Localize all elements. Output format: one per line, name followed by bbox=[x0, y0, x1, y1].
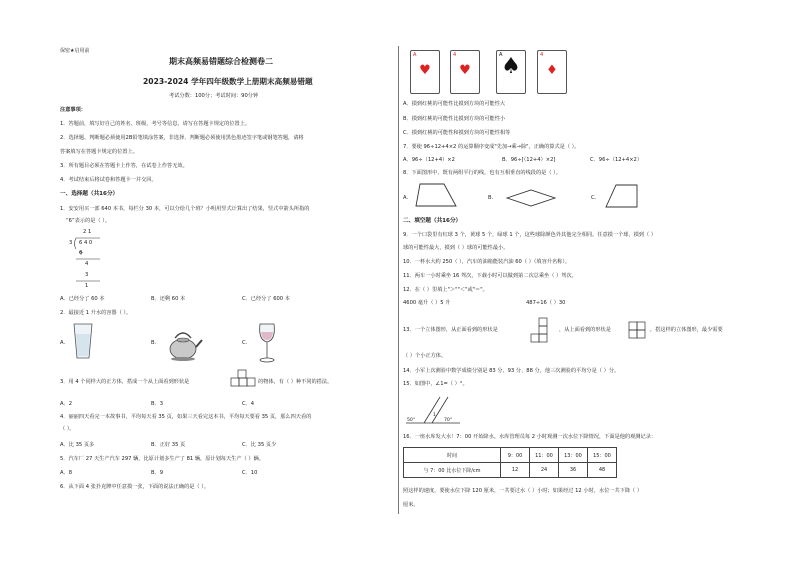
q2-label-a: A. bbox=[60, 340, 66, 346]
q10: 10．一杯水大约 250（ ），汽车的油箱能装汽油 60（ ）（填容升名称）。 bbox=[403, 259, 571, 265]
division-step1: 6 bbox=[79, 250, 83, 256]
q1-line1: 1．安安用买一部 640 本书，每栏分 30 本，可以分给几个班？小明用竖式计算出了结果，竖式中箭头所指的 bbox=[60, 206, 310, 212]
q16-tail-2: 厘米。 bbox=[403, 502, 419, 508]
water-level-table bbox=[403, 447, 617, 478]
table-cell: 24 bbox=[530, 463, 559, 478]
q5-stem: 5．汽车厂 27 天生产汽车 297 辆，比原计划多生产了 81 辆，原计划每天生产（ ）辆。 bbox=[60, 456, 264, 462]
q4-option-a: A．比 35 页多 bbox=[60, 442, 95, 448]
table-header-cell: 13：00 bbox=[559, 448, 588, 463]
playing-card bbox=[537, 50, 567, 94]
q16-stem: 16．一座水库发大水！7：00 开始降水。水库管理员每 2 小时观测一次水位下降情况，下面是他的观测记录： bbox=[403, 434, 657, 440]
angle-label-mark: 1 bbox=[433, 413, 436, 418]
q3-stem-b: 的物体，有（ ）种不同的搭法。 bbox=[258, 379, 333, 385]
card-value: A bbox=[413, 52, 417, 58]
division-lines bbox=[64, 234, 124, 294]
division-remainder1: 4 bbox=[85, 261, 89, 267]
q4-option-c: C．比 35 页少 bbox=[242, 442, 277, 448]
q1-option-a: A．已经分了 60 本 bbox=[60, 296, 105, 302]
note-item: 1．答题前，填写好自己的姓名、班级、考号等信息，请写在答题卡规定的位置上。 bbox=[60, 121, 251, 127]
angle-label-right: 70° bbox=[444, 418, 453, 423]
q8-label-b: B. bbox=[488, 195, 494, 201]
playing-card bbox=[496, 50, 526, 94]
card-value: A bbox=[499, 52, 503, 58]
division-divisor: 3 bbox=[69, 240, 73, 246]
q7-stem: 7．要使 96÷12+4×2 的运算顺序变成"先加→乘→除"，正确的算式是（ ）。 bbox=[403, 144, 580, 150]
q7-option-c: C．96÷（12+4×2） bbox=[590, 157, 643, 163]
notes-heading: 注意事项： bbox=[60, 107, 86, 113]
q8-label-a: A. bbox=[403, 195, 409, 201]
q13-part-d: （ ）个小正方体。 bbox=[403, 353, 447, 359]
q5-option-c: C．10 bbox=[242, 470, 258, 476]
rhombus-shape bbox=[505, 188, 557, 208]
table-header-cell: 时间 bbox=[404, 448, 501, 463]
page-title: 期末高频易错题综合检测卷二 bbox=[169, 57, 273, 66]
q12-item: 487÷16（ ）30 bbox=[526, 300, 566, 306]
diamond-icon: ♦ bbox=[546, 63, 558, 78]
q11: 11．两车一小时乘坐 16 驾次，下载小时可以做到第二次总乘坐（ ）驾次。 bbox=[403, 273, 577, 279]
q13-part-b: ，从上面看到的形状是 bbox=[559, 327, 611, 333]
division-quotient: 2 1 bbox=[83, 229, 92, 235]
q1-option-b: B．还剩 60 本 bbox=[151, 296, 186, 302]
playing-card bbox=[410, 50, 440, 94]
q2-stem: 2．最接近 1 升水的容器（ ）。 bbox=[60, 310, 132, 316]
q2-label-c: C. bbox=[242, 340, 248, 346]
q1-option-c: C．已经分了 600 本 bbox=[242, 296, 290, 302]
q5-option-b: B．9 bbox=[151, 470, 164, 476]
q4-line2: （ ）。 bbox=[60, 426, 75, 432]
q2-label-b: B. bbox=[151, 340, 157, 346]
q3-option-a: A．2 bbox=[60, 401, 73, 407]
right-trapezoid-shape bbox=[604, 183, 640, 209]
card-value: 4 bbox=[453, 52, 457, 58]
q7-option-a: A．96÷（12+4）×2 bbox=[403, 157, 455, 163]
note-item: 答案填写在答题卡规定的位置上。 bbox=[60, 149, 138, 155]
q8-label-c: C. bbox=[591, 195, 597, 201]
section2-heading: 二、填空题（共16分） bbox=[403, 218, 462, 224]
q6-option-b: B．摸到红桃的可能性比摸到方块的可能性小 bbox=[403, 116, 506, 122]
exam-info: 考试分数：100分；考试时间：90分钟 bbox=[169, 93, 259, 99]
card-value: 4 bbox=[540, 52, 544, 58]
section1-heading: 一、选择题（共16分） bbox=[60, 191, 119, 197]
q13-part-c: ，搭这样的立体图形，最少需要 bbox=[650, 327, 723, 333]
q3-stem-a: 3．用 4 个同样大的正方体，搭成一个从上面看到形状是 bbox=[60, 379, 190, 385]
heart-icon: ♥ bbox=[459, 63, 471, 78]
q12-item: 4600 毫升（ ）5 升 bbox=[403, 300, 451, 306]
table-row bbox=[404, 448, 617, 463]
table-header-cell: 11：00 bbox=[530, 448, 559, 463]
q9-line2: 球的可能性最大，摸到（ ）球的可能性最小。 bbox=[403, 245, 509, 251]
q4-option-b: B．正好 35 页 bbox=[151, 442, 186, 448]
q3-option-c: C．4 bbox=[242, 401, 255, 407]
table-row bbox=[404, 463, 617, 478]
q15: 15．如图中，∠1=（ ）°。 bbox=[403, 381, 468, 387]
kettle-image bbox=[163, 328, 203, 362]
note-item: 2．选择题、判断题必须使用2B铅笔填涂答案，非选择、判断题必须使用黑色墨迹签字笔或钢笔答题，请将 bbox=[60, 135, 304, 141]
table-header-cell: 9：00 bbox=[501, 448, 530, 463]
page-subtitle: 2023-2024 学年四年级数学上册期末高频易错题 bbox=[143, 77, 313, 86]
table-header-cell: 15：00 bbox=[588, 448, 617, 463]
note-item: 3．所有题目必须在答题卡上作答，在试卷上作答无效。 bbox=[60, 163, 188, 169]
spade-icon: ♠ bbox=[501, 54, 521, 79]
q9-line1: 9．一个口袋里有红球 3 个，黄球 5 个，绿球 1 个，这些球除颜色外其他完全相同。任意摸一个球，摸到（ ） bbox=[403, 232, 656, 238]
table-cell: 12 bbox=[501, 463, 530, 478]
column-divider bbox=[398, 46, 399, 514]
angle-label-left: 50° bbox=[407, 418, 416, 423]
q3-option-b: B．3 bbox=[151, 401, 164, 407]
top-view-shape bbox=[627, 320, 651, 342]
q6-option-c: C．摸到红桃的可能性和摸到方块的可能性相等 bbox=[403, 130, 511, 136]
q6-option-a: A．摸到红桃的可能性比摸到方块的可能性大 bbox=[403, 101, 506, 107]
q13-part-a: 13．一个立体图形，从正面看到的形状是 bbox=[403, 327, 498, 333]
division-step2: 3 bbox=[85, 272, 89, 278]
trapezoid-shape bbox=[414, 182, 458, 210]
playing-card bbox=[450, 50, 480, 94]
q1-line2: “6”表示的是（ ）。 bbox=[66, 218, 111, 224]
q14: 14．小军上次测验中数学成绩分别是 83 分、93 分、88 分，他三次测验的平均分是（ ）分。 bbox=[403, 368, 620, 374]
heart-icon: ♥ bbox=[419, 63, 431, 78]
q8-stem: 8．下面图形中，既有两组平行的线，也有互相垂直的线段的是（ ）。 bbox=[403, 170, 561, 176]
q6-stem: 6．从下面 4 张扑克牌中任意摸一张，下面的说法正确的是（ ）。 bbox=[60, 484, 210, 490]
table-cell: 48 bbox=[588, 463, 617, 478]
front-view-shape bbox=[529, 316, 559, 346]
q5-option-a: A．8 bbox=[60, 470, 73, 476]
q7-option-b: B．96÷[（12+4）×2] bbox=[502, 157, 556, 163]
note-item: 4．考试结束后将试卷和答题卡一并交回。 bbox=[60, 177, 157, 183]
wine-glass-image bbox=[257, 322, 277, 364]
secret-label: 保密★启用前 bbox=[60, 48, 90, 54]
table-cell: 与 7：00 比水位下降/cm bbox=[404, 463, 501, 478]
water-glass-image bbox=[72, 322, 94, 360]
division-dividend: 6 4 0 bbox=[79, 240, 93, 246]
table-cell: 36 bbox=[559, 463, 588, 478]
division-remainder2: 1 bbox=[85, 283, 89, 289]
q16-tail-1: 照这样的速度，要使水位下降 120 厘米，一共要过水（ ）小时；如果经过 12 小时，水位一共下降（ ） bbox=[403, 488, 643, 494]
q4-line1: 4．丽丽四天看完一本故事书，平均每天看 35 页，如果三天看完这本书，平均每天要看 35 页，那么四天看的 bbox=[60, 414, 312, 420]
q12-stem: 12．在（ ）里填上"＞""＜"或"＝"。 bbox=[403, 287, 488, 293]
